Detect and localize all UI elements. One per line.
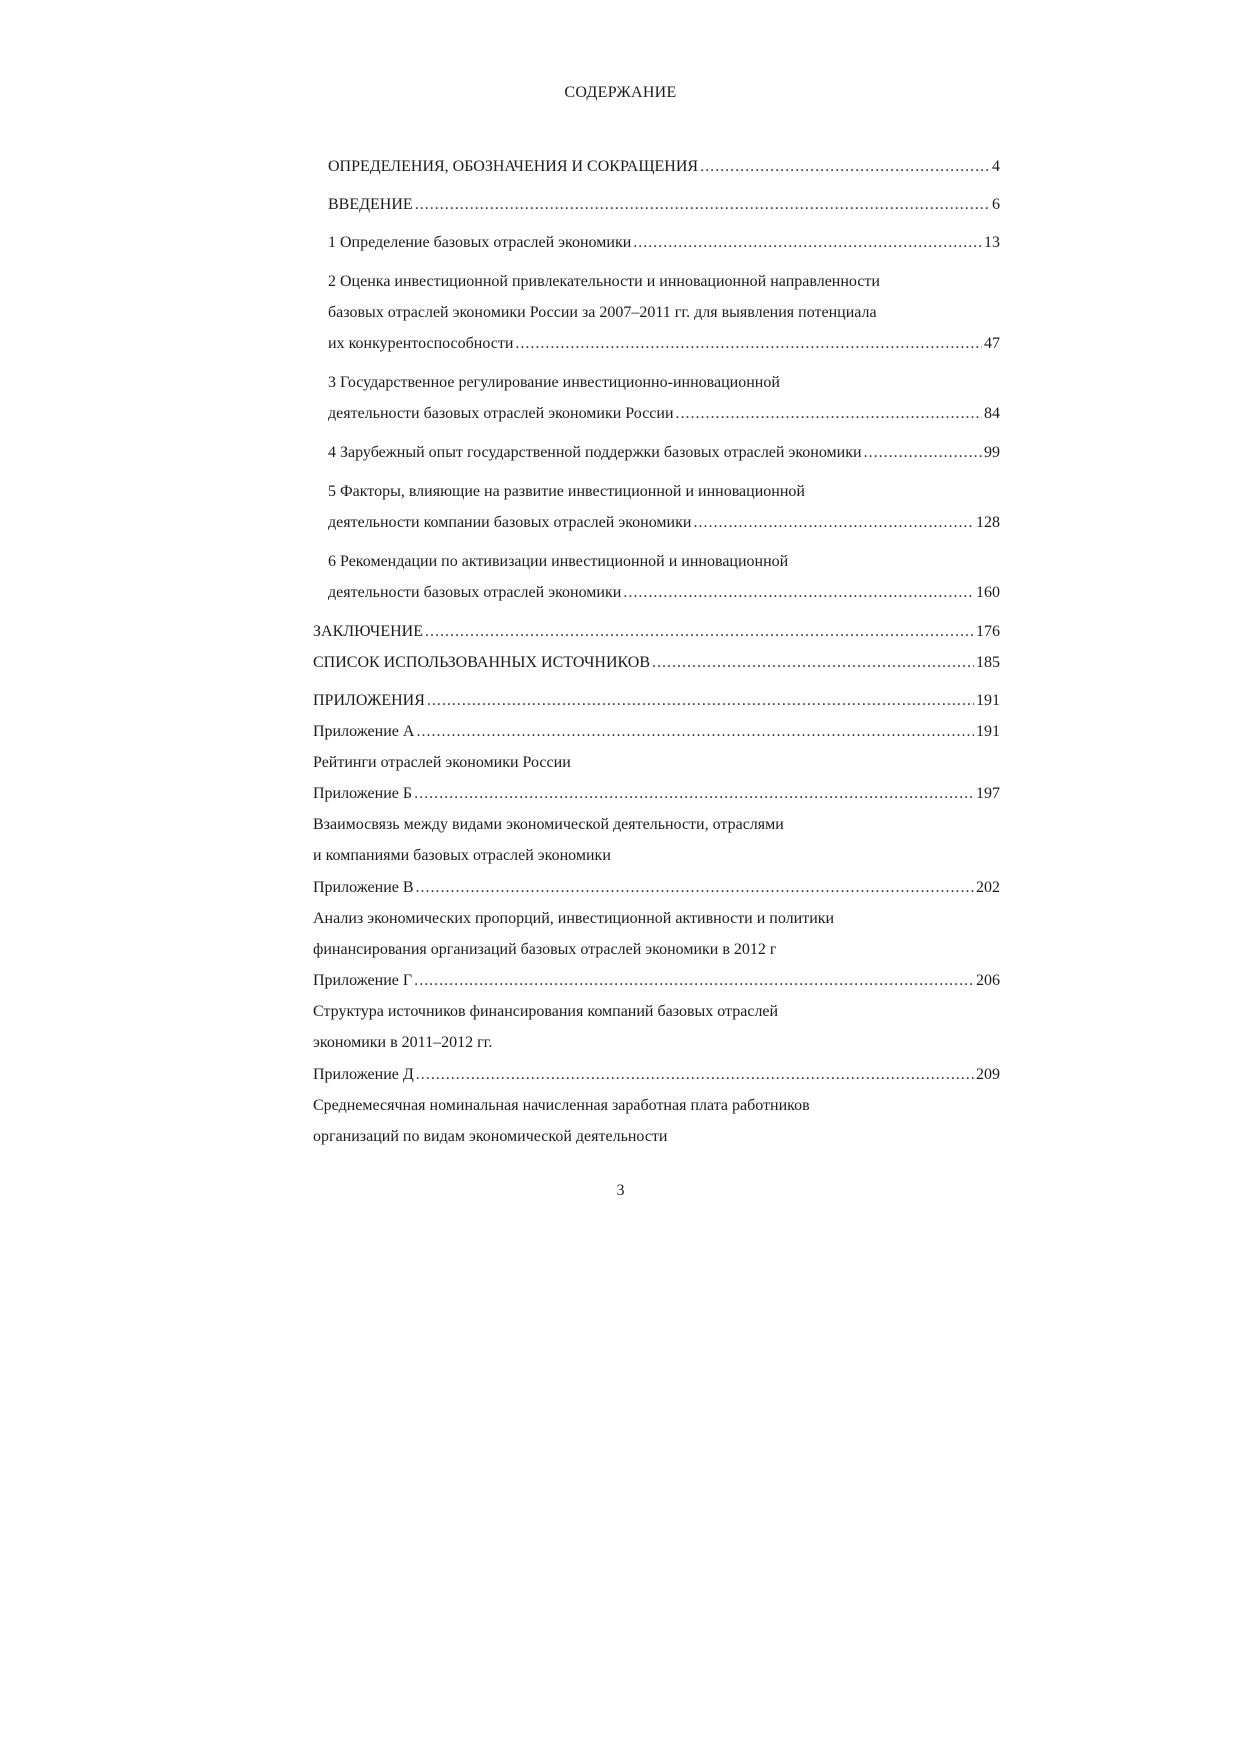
appendix-description: организаций по видам экономической деятельности: [313, 1128, 668, 1145]
appendix-description: экономики в 2011–2012 гг.: [313, 1034, 493, 1051]
leader-dots: [416, 1065, 974, 1085]
toc-entry[interactable]: деятельности базовых отраслей экономики ..... 160: [328, 583, 1000, 603]
leader-dots: [652, 653, 974, 673]
appendix-description: Среднемесячная номинальная начисленная заработная плата работников: [313, 1097, 810, 1114]
leader-dots: [415, 195, 990, 215]
toc-entry[interactable]: 1 Определение базовых отраслей экономики ..... 13: [328, 233, 1000, 253]
page-number: 3: [616, 1182, 625, 1199]
leader-dots: [864, 443, 982, 463]
leader-dots: [414, 784, 974, 804]
leader-dots: [633, 233, 982, 253]
toc-entry[interactable]: ЗАКЛЮЧЕНИЕ ..... 176: [313, 622, 1000, 642]
toc-entry-line: базовых отраслей экономики России за 2007–2011 гг. для выявления потенциала: [328, 304, 877, 321]
leader-dots: [623, 583, 974, 603]
leader-dots: [693, 513, 974, 533]
appendix-description: и компаниями базовых отраслей экономики: [313, 847, 611, 864]
leader-dots: [515, 334, 982, 354]
toc-entry[interactable]: их конкурентоспособности ..... 47: [328, 334, 1000, 354]
leader-dots: [416, 878, 974, 898]
toc-entry[interactable]: деятельности компании базовых отраслей экономики ..... 128: [328, 513, 1000, 533]
toc-entry[interactable]: Приложение Б ..... 197: [313, 784, 1000, 804]
toc-entry-line: 5 Факторы, влияющие на развитие инвестиционной и инновационной: [328, 483, 805, 500]
page-title: СОДЕРЖАНИЕ: [564, 84, 677, 101]
toc-entry[interactable]: СПИСОК ИСПОЛЬЗОВАННЫХ ИСТОЧНИКОВ ..... 185: [313, 653, 1000, 673]
toc-entry[interactable]: 4 Зарубежный опыт государственной поддержки базовых отраслей экономики ..... 99: [328, 443, 1000, 463]
toc-entry-line: 6 Рекомендации по активизации инвестиционной и инновационной: [328, 553, 789, 570]
appendix-description: Взаимосвязь между видами экономической деятельности, отраслями: [313, 816, 784, 833]
leader-dots: [700, 157, 990, 177]
toc-entry[interactable]: Приложение Д ..... 209: [313, 1065, 1000, 1085]
toc-entry[interactable]: ОПРЕДЕЛЕНИЯ, ОБОЗНАЧЕНИЯ И СОКРАЩЕНИЯ ..... 4: [328, 157, 1000, 177]
appendix-description: Рейтинги отраслей экономики России: [313, 754, 571, 771]
toc-entry-line: 2 Оценка инвестиционной привлекательности и инновационной направленности: [328, 273, 880, 290]
toc-entry[interactable]: ПРИЛОЖЕНИЯ ..... 191: [313, 691, 1000, 711]
appendix-description: финансирования организаций базовых отраслей экономики в 2012 г: [313, 941, 777, 958]
toc-entry-line: 3 Государственное регулирование инвестиционно-инновационной: [328, 374, 780, 391]
toc-entry[interactable]: Приложение А ..... 191: [313, 722, 1000, 742]
leader-dots: [416, 722, 974, 742]
toc-entry[interactable]: Приложение В ..... 202: [313, 878, 1000, 898]
leader-dots: [676, 404, 982, 424]
toc-entry[interactable]: ВВЕДЕНИЕ ..... 6: [328, 195, 1000, 215]
leader-dots: [414, 971, 974, 991]
leader-dots: [427, 691, 974, 711]
toc-entry[interactable]: Приложение Г ..... 206: [313, 971, 1000, 991]
toc-entry[interactable]: деятельности базовых отраслей экономики России ..... 84: [328, 404, 1000, 424]
leader-dots: [425, 622, 974, 642]
appendix-description: Анализ экономических пропорций, инвестиционной активности и политики: [313, 910, 835, 927]
appendix-description: Структура источников финансирования компаний базовых отраслей: [313, 1003, 779, 1020]
